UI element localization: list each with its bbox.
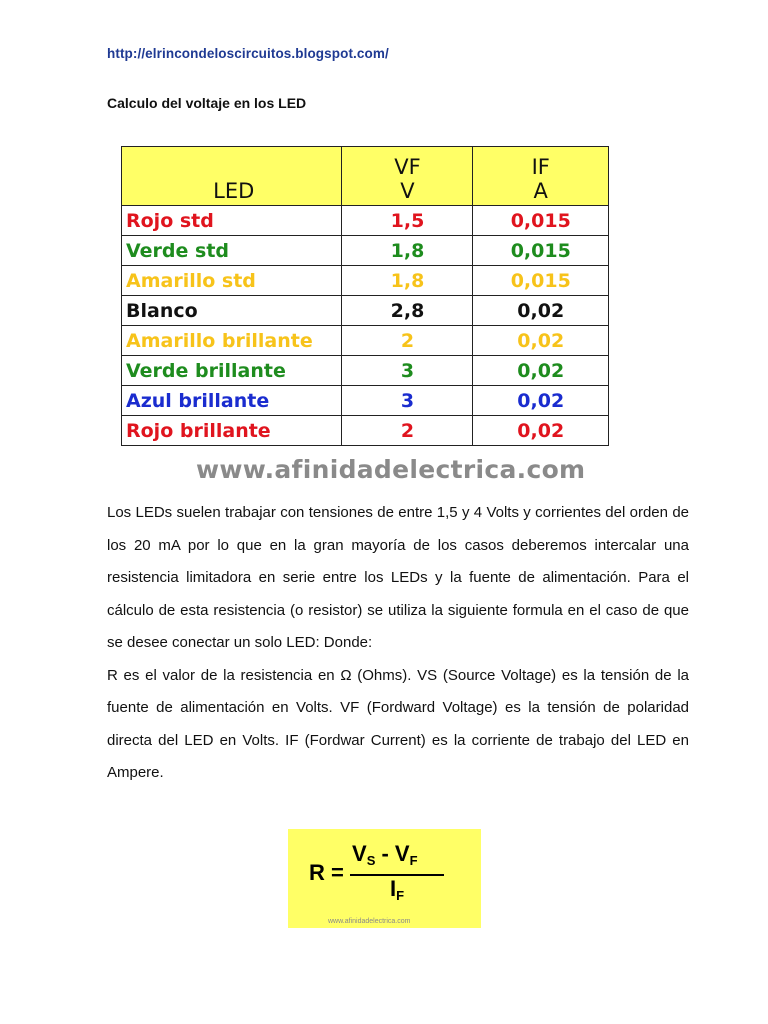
formula-lhs: R = — [309, 860, 344, 885]
formula-vs: V — [352, 841, 367, 866]
vf-value-cell: 1,8 — [342, 236, 473, 266]
led-name-cell: Verde std — [122, 236, 342, 266]
vf-value-cell: 3 — [342, 356, 473, 386]
table-row — [122, 236, 609, 266]
formula-minus: - — [375, 841, 395, 866]
if-value-cell: 0,02 — [473, 386, 609, 416]
led-name-cell: Verde brillante — [122, 356, 342, 386]
if-value-cell: 0,015 — [473, 266, 609, 296]
column-header-if: IF A — [473, 147, 609, 206]
table-row — [122, 326, 609, 356]
formula-if-sub: F — [396, 888, 405, 903]
formula-if: I — [390, 876, 397, 901]
led-voltage-table — [121, 146, 609, 446]
column-header-vf: VF V — [342, 147, 473, 206]
if-value-cell: 0,02 — [473, 416, 609, 446]
if-value-cell: 0,015 — [473, 236, 609, 266]
if-value-cell: 0,02 — [473, 296, 609, 326]
table-row — [122, 296, 609, 326]
if-value-cell: 0,02 — [473, 326, 609, 356]
formula-vf-sub: F — [409, 853, 418, 868]
vf-value-cell: 1,8 — [342, 266, 473, 296]
table-header-row — [122, 147, 609, 206]
led-name-cell: Rojo brillante — [122, 416, 342, 446]
formula-vs-sub: S — [366, 853, 376, 868]
table-row — [122, 266, 609, 296]
resistance-formula — [288, 829, 481, 928]
led-name-cell: Amarillo std — [122, 266, 342, 296]
table-row — [122, 416, 609, 446]
formula-vf: V — [394, 841, 410, 866]
vf-value-cell: 2,8 — [342, 296, 473, 326]
led-name-cell: Amarillo brillante — [122, 326, 342, 356]
table-row — [122, 386, 609, 416]
if-value-cell: 0,02 — [473, 356, 609, 386]
vf-value-cell: 2 — [342, 326, 473, 356]
vf-value-cell: 1,5 — [342, 206, 473, 236]
column-header-led: LED — [122, 147, 342, 206]
formula-watermark: www.afinidadelectrica.com — [328, 918, 411, 925]
if-value-cell: 0,015 — [473, 206, 609, 236]
page-heading: Calculo del voltaje en los LED — [107, 95, 307, 111]
table-row — [122, 206, 609, 236]
source-url-link[interactable]: http://elrincondeloscircuitos.blogspot.com/ — [107, 46, 389, 61]
led-name-cell: Rojo std — [122, 206, 342, 236]
paragraph-definitions: R es el valor de la resistencia en Ω (Ohms). VS (Source Voltage) es la tensión de la fuente de alimentación en Volts. VF (Fordward Voltage) es la tensión de polaridad directa del LED en Volts. IF (Fordwar Current) es la corriente de trabajo del LED en Ampere. — [107, 666, 689, 781]
table-body — [122, 206, 609, 446]
body-text — [107, 497, 689, 790]
vf-value-cell: 2 — [342, 416, 473, 446]
formula-numerator — [352, 841, 418, 868]
vf-value-cell: 3 — [342, 386, 473, 416]
table-watermark: www.afinidadelectrica.com — [196, 455, 586, 484]
led-name-cell: Blanco — [122, 296, 342, 326]
paragraph-intro: Los LEDs suelen trabajar con tensiones de entre 1,5 y 4 Volts y corrientes del orden de los 20 mA por lo que en la gran mayoría de los casos deberemos intercalar una resistencia limitadora en serie entre los LEDs y la fuente de alimentación. Para el cálculo de esta resistencia (o resistor) se utiliza la siguiente formula en el caso de que se desee conectar un solo LED: Donde: — [107, 504, 689, 651]
table-row — [122, 356, 609, 386]
formula-denominator — [390, 876, 404, 903]
led-name-cell: Azul brillante — [122, 386, 342, 416]
